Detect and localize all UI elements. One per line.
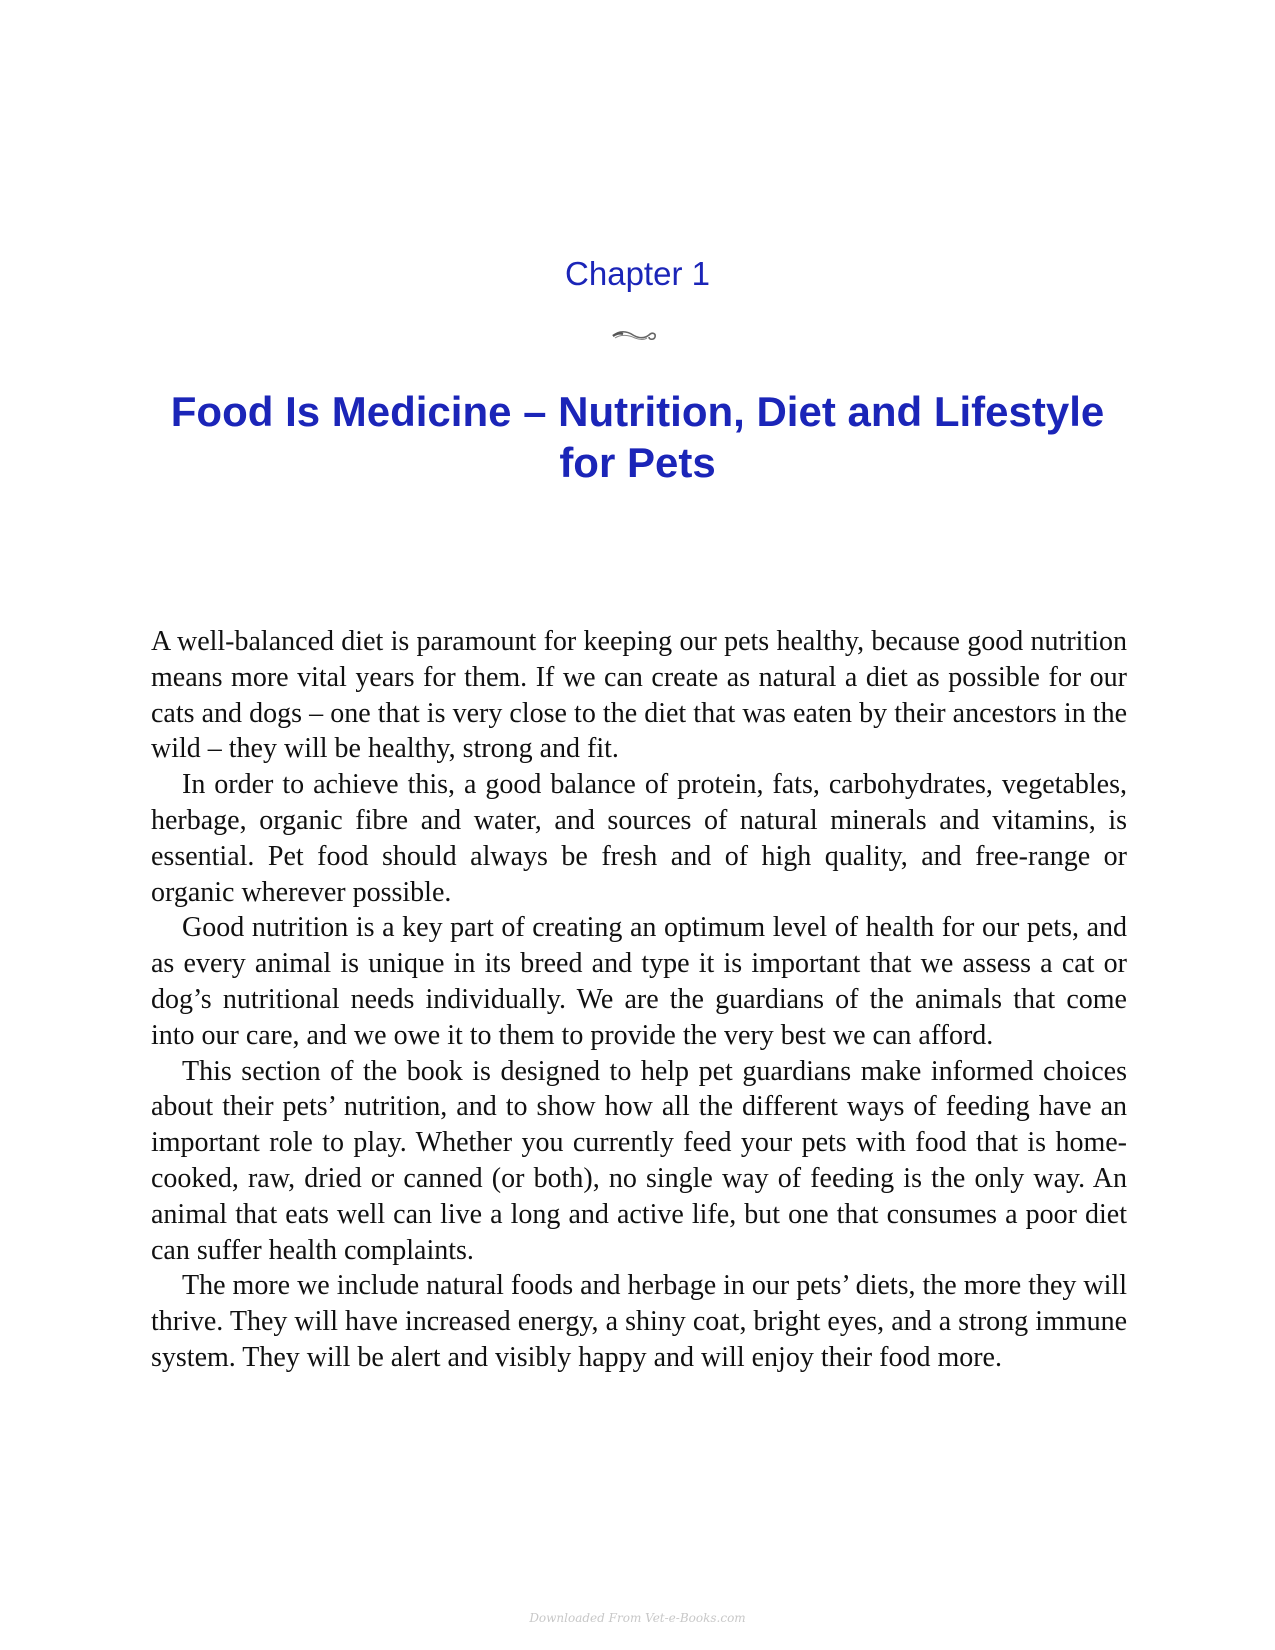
paragraph: This section of the book is designed to help pet guardians make informed choices about their pets’ nutrition, and to show how all the different ways of feeding have an important role to play. Whether you currently feed your pets with food that is home-cooked, raw, dried or canned (or both), no single way of feeding is the only way. An animal that eats well can live a long and active life, but one that consumes a poor diet can suffer health complaints. — [151, 1055, 1127, 1266]
chapter-label: Chapter 1 — [565, 255, 710, 292]
download-watermark: Downloaded From Vet-e-Books.com — [529, 1611, 746, 1625]
flourish-icon — [611, 325, 659, 347]
paragraph: In order to achieve this, a good balance of protein, fats, carbohydrates, vegetables, herbage, organic fibre and water, and sources of natural minerals and vitamins, is essential. Pet food should always be fresh and of high quality, and free-range or organic wherever possible. — [151, 769, 1127, 908]
chapter-title: Food Is Medicine – Nutrition, Diet and Lifestyle for Pets — [170, 388, 1105, 486]
paragraph: A well-balanced diet is paramount for keeping our pets healthy, because good nutrition means more vital years for them. If we can create as natural a diet as possible for our cats and dogs – one that is very close to the diet that was eaten by their ancestors in the wild – they will be healthy, strong and fit. — [151, 626, 1127, 765]
paragraph: Good nutrition is a key part of creating an optimum level of health for our pets, and as every animal is unique in its breed and type it is important that we assess a cat or dog’s nutritional needs individually. We are the guardians of the animals that come into our care, and we owe it to them to provide the very best we can afford. — [151, 912, 1127, 1051]
paragraph: The more we include natural foods and herbage in our pets’ diets, the more they will thrive. They will have increased energy, a shiny coat, bright eyes, and a strong immune system. They will be alert and visibly happy and will enjoy their food more. — [151, 1270, 1127, 1373]
chapter-body — [151, 624, 1127, 1376]
